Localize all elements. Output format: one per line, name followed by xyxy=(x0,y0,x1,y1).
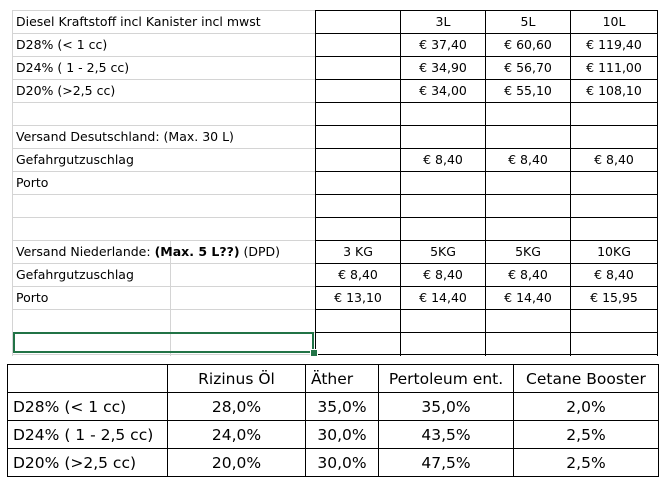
price-row-label[interactable]: D28% (< 1 cc) xyxy=(16,37,108,52)
porto-de-label[interactable]: Porto xyxy=(16,175,49,190)
size-header-10l[interactable]: 10L xyxy=(602,14,626,29)
price-cell[interactable]: € 34,00 xyxy=(419,83,467,98)
header-blank-cell[interactable] xyxy=(8,365,168,393)
price-cell[interactable]: € 56,70 xyxy=(504,60,552,75)
price-row-label[interactable]: D24% ( 1 - 2,5 cc) xyxy=(16,60,130,75)
gefahrgut-nl-cell[interactable]: € 8,40 xyxy=(338,267,378,282)
price-cell[interactable]: € 111,00 xyxy=(586,60,642,75)
price-cell[interactable]: € 34,90 xyxy=(419,60,467,75)
value-cell[interactable]: 43,5% xyxy=(379,421,514,449)
mixture-header-row xyxy=(8,365,659,393)
mixture-table xyxy=(7,364,659,477)
header-rizinus[interactable]: Rizinus Öl xyxy=(168,365,306,393)
value-cell[interactable]: 2,0% xyxy=(514,393,659,421)
row-label[interactable]: D24% ( 1 - 2,5 cc) xyxy=(8,421,168,449)
gefahrgut-de-cell[interactable]: € 8,40 xyxy=(594,152,634,167)
weight-header[interactable]: 5KG xyxy=(430,244,456,259)
active-cell-selection[interactable] xyxy=(13,332,314,353)
price-cell[interactable]: € 119,40 xyxy=(586,37,642,52)
value-cell[interactable]: 30,0% xyxy=(306,421,379,449)
value-cell[interactable]: 35,0% xyxy=(379,393,514,421)
porto-nl-cell[interactable]: € 15,95 xyxy=(590,290,638,305)
porto-nl-cell[interactable]: € 14,40 xyxy=(504,290,552,305)
value-cell[interactable]: 2,5% xyxy=(514,449,659,477)
value-cell[interactable]: 30,0% xyxy=(306,449,379,477)
value-cell[interactable]: 35,0% xyxy=(306,393,379,421)
size-header-5l[interactable]: 5L xyxy=(520,14,536,29)
price-cell[interactable]: € 108,10 xyxy=(586,83,642,98)
porto-nl-cell[interactable]: € 13,10 xyxy=(334,290,382,305)
value-cell[interactable]: 28,0% xyxy=(168,393,306,421)
gefahrgut-nl-cell[interactable]: € 8,40 xyxy=(594,267,634,282)
weight-header[interactable]: 10KG xyxy=(597,244,631,259)
weight-header[interactable]: 3 KG xyxy=(343,244,373,259)
size-header-3l[interactable]: 3L xyxy=(435,14,451,29)
table-row xyxy=(8,449,659,477)
gefahrgut-de-label[interactable]: Gefahrgutzuschlag xyxy=(16,152,134,167)
value-cell[interactable]: 24,0% xyxy=(168,421,306,449)
versand-de-label[interactable]: Versand Desutschland: (Max. 30 L) xyxy=(16,129,234,144)
gefahrgut-nl-cell[interactable]: € 8,40 xyxy=(508,267,548,282)
fill-handle[interactable] xyxy=(310,349,318,357)
header-aether[interactable]: Äther xyxy=(306,365,379,393)
row-label[interactable]: D20% (>2,5 cc) xyxy=(8,449,168,477)
gefahrgut-nl-cell[interactable]: € 8,40 xyxy=(423,267,463,282)
versand-nl-label[interactable]: Versand Niederlande: (Max. 5 L??) (DPD) xyxy=(16,244,281,259)
weight-header[interactable]: 5KG xyxy=(515,244,541,259)
gefahrgut-de-cell[interactable]: € 8,40 xyxy=(423,152,463,167)
price-row-label[interactable]: D20% (>2,5 cc) xyxy=(16,83,116,98)
table-row xyxy=(8,393,659,421)
porto-nl-cell[interactable]: € 14,40 xyxy=(419,290,467,305)
value-cell[interactable]: 20,0% xyxy=(168,449,306,477)
value-cell[interactable]: 2,5% xyxy=(514,421,659,449)
header-cetane[interactable]: Cetane Booster xyxy=(514,365,659,393)
title-cell[interactable]: Diesel Kraftstoff incl Kanister incl mwst xyxy=(16,14,261,29)
gefahrgut-de-cell[interactable]: € 8,40 xyxy=(508,152,548,167)
price-cell[interactable]: € 60,60 xyxy=(504,37,552,52)
table-row xyxy=(8,421,659,449)
price-cell[interactable]: € 55,10 xyxy=(504,83,552,98)
porto-nl-label[interactable]: Porto xyxy=(16,290,49,305)
row-label[interactable]: D28% (< 1 cc) xyxy=(8,393,168,421)
gefahrgut-nl-label[interactable]: Gefahrgutzuschlag xyxy=(16,267,134,282)
value-cell[interactable]: 47,5% xyxy=(379,449,514,477)
price-cell[interactable]: € 37,40 xyxy=(419,37,467,52)
header-petroleum[interactable]: Pertoleum ent. xyxy=(379,365,514,393)
